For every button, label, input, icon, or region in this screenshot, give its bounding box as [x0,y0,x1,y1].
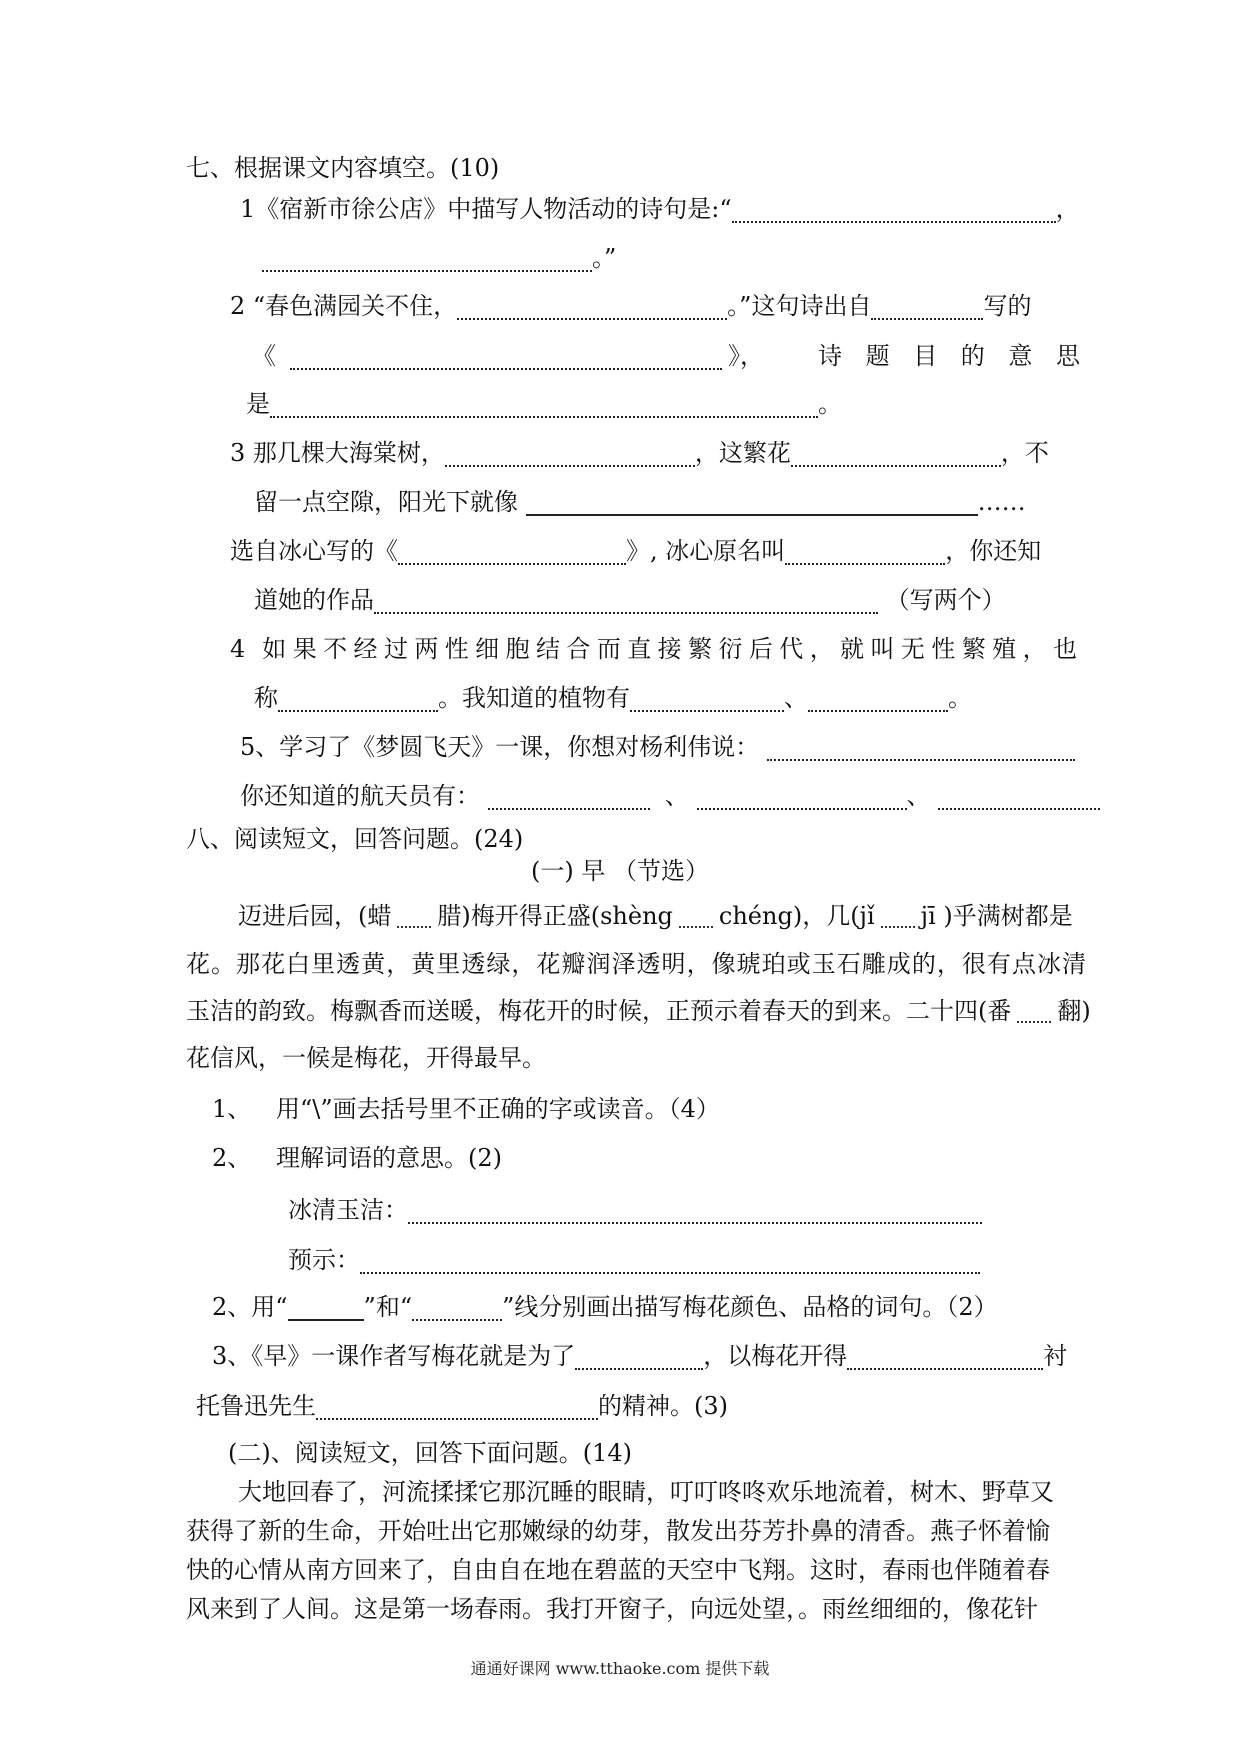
question-8-2-word2: 预示： [288,1244,980,1276]
question-7-5: 5、学习了《梦圆飞天》一课，你想对杨利伟说： [240,731,1075,763]
question-7-3-line2: 留一点空隙，阳光下就像 …… [254,488,1026,516]
blank[interactable] [360,1246,980,1274]
passage-2-title: (二)、阅读短文，回答下面问题。(14) [228,1439,632,1467]
blank [397,904,431,928]
blank[interactable] [938,782,1100,810]
question-7-5-line2: 你还知道的航天员有： 、 、 [240,780,1100,812]
question-8-2: 理解词语的意思。(2) [276,1144,502,1172]
question-8-2-num: 2、 [212,1144,252,1172]
blank[interactable] [697,782,907,810]
passage-1-line3: 玉洁的韵致。梅飘香而送暖，梅花开的时候，正预示着春天的到来。二十四(番 翻) [186,997,1091,1025]
passage-2-line3: 快的心情从南方回来了，自由自在地在碧蓝的天空中飞翔。这时，春雨也伴随着春 [186,1556,1050,1584]
blank[interactable] [732,195,1056,223]
question-7-1-line2: 。” [262,242,616,274]
blank[interactable] [278,684,438,712]
wavy-line-sample [412,1295,502,1321]
question-8-1: 用“\”画去括号里不正确的字或读音。（4） [276,1095,720,1123]
blank[interactable] [457,292,727,320]
passage-1-line2: 花。那花白里透黄，黄里透绿，花瓣润泽透明，像琥珀或玉石雕成的，很有点冰清 [186,950,1086,978]
blank[interactable] [526,488,978,516]
blank[interactable] [767,733,1075,761]
question-7-2-chars: 诗 题 目 的 意 思 [818,342,1080,370]
blank[interactable] [374,586,878,614]
blank[interactable] [791,439,1001,467]
question-7-4: 4 如果不经过两性细胞结合而直接繁衍后代，就叫无性繁殖，也 [230,635,1080,663]
blank[interactable] [488,782,650,810]
blank [679,904,713,928]
blank[interactable] [398,537,626,565]
passage-1-title: (一) 早 （节选） [531,857,709,885]
question-7-2-line3: 是 。 [246,390,842,418]
blank [881,904,915,928]
question-8-4: 3、《早》一课作者写梅花就是为了 ，以梅花开得 衬 [212,1342,1068,1370]
question-8-4-line2: 托鲁迅先生 的精神。(3) [196,1392,728,1420]
blank[interactable] [785,537,945,565]
question-7-3: 3 那几棵大海棠树， ，这繁花 ，不 [230,439,1049,467]
question-7-3-line4: 道她的作品 （写两个） [254,586,1006,614]
blank [1017,999,1051,1023]
blank[interactable] [575,1342,703,1370]
blank[interactable] [445,439,695,467]
question-7-4-line2: 称 。我知道的植物有 、 。 [254,684,972,712]
blank[interactable] [270,390,818,418]
blank[interactable] [871,292,983,320]
question-8-2-word1: 冰清玉洁： [288,1194,982,1226]
blank[interactable] [290,342,722,370]
question-7-3-line3: 选自冰心写的《 》, 冰心原名叫 ，你还知 [230,537,1042,565]
question-7-2-title-open: 《 [252,342,276,370]
blank[interactable] [808,684,948,712]
blank[interactable] [847,1342,1043,1370]
section-8-title: 八、阅读短文，回答问题。(24) [186,825,524,853]
passage-2-line1: 大地回春了，河流揉揉它那沉睡的眼睛，叮叮咚咚欢乐地流着，树木、野草又 [238,1478,1054,1506]
blank[interactable] [262,244,592,272]
page-footer: 通通好课网 www.tthaoke.com 提供下载 [470,1659,770,1678]
question-7-2-title-blank [290,340,722,372]
blank[interactable] [408,1196,982,1224]
section-7-title: 七、根据课文内容填空。(10) [186,154,500,182]
question-7-1: 1《宿新市徐公店》中描写人物活动的诗句是:“ ， [240,195,1080,223]
question-7-2: 2 “春色满园关不住， 。”这句诗出自 写的 [230,292,1032,320]
straight-line-sample [288,1293,364,1321]
question-8-1-num: 1、 [212,1095,252,1123]
passage-2-line4: 风来到了人间。这是第一场春雨。我打开窗子，向远处望，。雨丝细细的，像花针 [186,1595,1038,1623]
blank[interactable] [630,684,784,712]
question-7-2-title-close: 》， [728,342,764,370]
passage-2-line2: 获得了新的生命，开始吐出它那嫩绿的幼芽，散发出芬芳扑鼻的清香。燕子怀着愉 [186,1517,1050,1545]
question-8-3: 2、用“ ”和“ ”线分别画出描写梅花颜色、品格的词句。（2） [212,1293,998,1321]
passage-1-line1: 迈进后园，(蜡 腊)梅开得正盛(shèng chéng)，几(jǐ jī )乎满树都是 [238,902,1073,930]
blank[interactable] [316,1392,598,1420]
passage-1-line4: 花信风，一候是梅花，开得最早。 [186,1044,546,1072]
